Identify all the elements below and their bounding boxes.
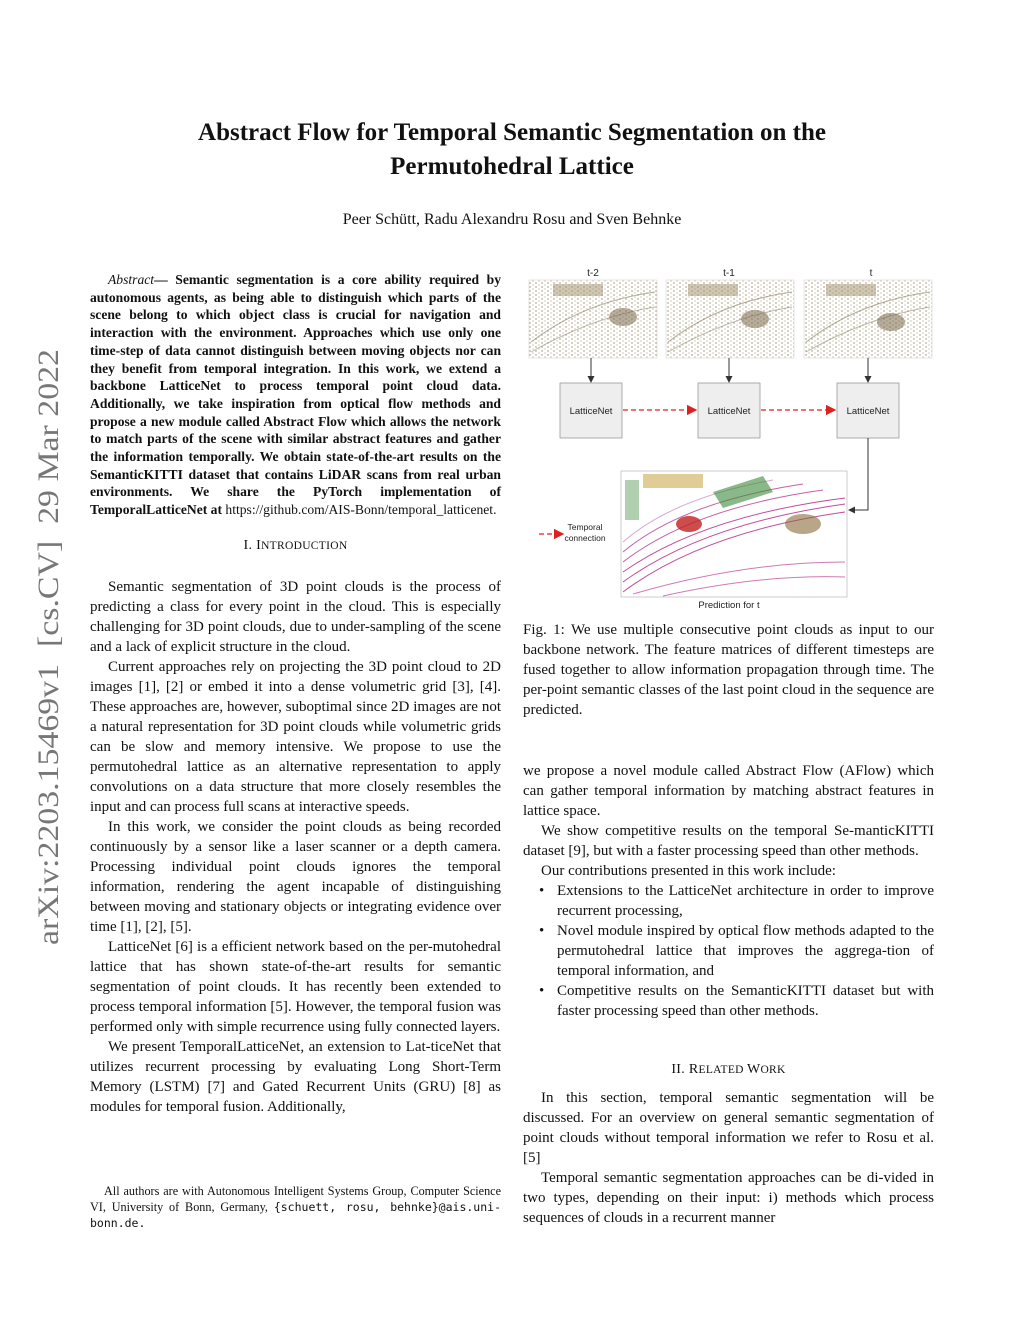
footnote	[90, 1183, 501, 1231]
body-paragraph: We show competitive results on the temporal Se-manticKITTI dataset [9], but with a faster processing speed than other methods.	[523, 823, 934, 859]
footnote-emails: {schuett, rosu, behnke}@ais.uni-bonn.de.	[90, 1200, 501, 1230]
section-number: I.	[243, 538, 257, 553]
repo-link[interactable]: https://github.com/AIS-Bonn/temporal_latticenet.	[225, 502, 497, 518]
latticenet-label: LatticeNet	[846, 406, 890, 417]
contribution-item: • Novel module inspired by optical flow methods adapted to the permutohedral lattice that improves the aggrega-tion of temporal information, and	[523, 921, 934, 981]
footnote-text: All authors are with Autonomous Intelligent Systems Group, Computer Science VI, University of Bonn, Germany,	[90, 1184, 501, 1214]
related-work-column	[523, 1088, 934, 1228]
time-label-t-2: t-2	[587, 268, 599, 279]
section-number: II.	[671, 1062, 689, 1077]
time-label-t: t	[869, 268, 873, 279]
related-paragraph: Temporal semantic segmentation approaches can be di-vided in two types, depending on their input: i) methods which process sequences of clouds in a recurrent manner	[523, 1170, 934, 1226]
body-paragraph: Our contributions presented in this work include:	[541, 863, 836, 879]
title-line-2: Permutohedral Lattice	[390, 153, 634, 180]
latticenet-box-1	[560, 383, 622, 438]
section-rest: ELATED	[698, 1064, 747, 1076]
authors: Peer Schütt, Radu Alexandru Rosu and Sven Behnke	[342, 211, 682, 228]
intro-paragraph: LatticeNet [6] is a efficient network based on the per-mutohedral lattice that has shown state-of-the-art results for semantic segmentation of point clouds. It has recently been extended to process temporal information [5]. However, the temporal fusion was performed only with simple recurrence using fully connected layers.	[90, 939, 501, 1035]
paper-title	[100, 116, 924, 184]
arxiv-id-text: arXiv:2203.15469v1 [cs.CV] 29 Mar 2022	[32, 416, 65, 945]
section-rest: NTRODUCTION	[261, 540, 348, 552]
contribution-item: • Extensions to the LatticeNet architecture in order to improve recurrent processing,	[523, 881, 934, 921]
point-cloud-t	[804, 280, 932, 358]
latticenet-box-3	[837, 383, 899, 438]
latticenet-label: LatticeNet	[569, 406, 613, 417]
intro-paragraph: Current approaches rely on projecting the 3D point cloud to 2D images [1], [2] or embed it into a dense volumetric grid [3], [4]. These approaches are, however, suboptimal since 2D images are not a natural representation for 3D point clouds while volumetric grids can be slow and memory intensive. We propose to use the permutohedral lattice as an alternative representation to apply convolutions on a data structure that more closely resembles the input and can process full scans at interactive speeds.	[90, 659, 501, 815]
section-rest: ORK	[760, 1064, 786, 1076]
legend-temporal: Temporal	[567, 522, 603, 532]
section-heading-related-work	[523, 1062, 934, 1078]
latticenet-label: LatticeNet	[707, 406, 751, 417]
section-initial: W	[746, 1062, 761, 1077]
figure-caption: Fig. 1: We use multiple consecutive point clouds as input to our backbone network. The feature matrices of different timesteps are fused together to allow information propagation through time. The per-point semantic classes of the last point cloud in the sequence are predicted.	[523, 622, 934, 718]
abstract-dash: —	[154, 272, 168, 287]
body-paragraph: we propose a novel module called Abstract Flow (AFlow) which can gather temporal information by matching abstract features in lattice space.	[523, 763, 934, 819]
abstract-body: Semantic segmentation is a core ability required by autonomous agents, as being able to distinguish which parts of the scene belong to which object class is crucial for navigation and interaction with the environment. Approaches which use only one time-step of data cannot distinguish between moving objects nor can they benefit from temporal integration. In this work, we extend a backbone LatticeNet to process temporal point cloud data. Additionally, we take inspiration from optical flow methods and propose a new module called Abstract Flow which allows the network to match parts of the scene with similar abstract features and gather the information temporally. We obtain state-of-the-art results on the SemanticKITTI dataset that contains LiDAR scans from real urban environments. We share the PyTorch implementation of TemporalLatticeNet at	[90, 272, 501, 518]
legend-connection: connection	[564, 533, 606, 543]
abstract	[90, 271, 501, 519]
arxiv-stamp	[28, 347, 68, 945]
intro-paragraph: We present TemporalLatticeNet, an extension to Lat-ticeNet that utilizes recurrent processing by evaluating Long Short-Term Memory (LSTM) [7] and Gated Recurrent Units (GRU) [8] as modules for temporal fusion. Additionally,	[90, 1039, 501, 1115]
introduction-column	[90, 577, 501, 1117]
contribution-item: • Competitive results on the SemanticKITTI dataset but with faster processing speed than other methods.	[523, 981, 934, 1021]
right-column	[523, 761, 934, 1021]
contributions-list	[523, 881, 934, 1021]
intro-paragraph: In this work, we consider the point clouds as being recorded continuously by a sensor like a laser scanner or a depth camera. Processing individual point clouds ignores the temporal information, rendering the agent incapable of distinguishing between moving and stationary objects or integrating evidence over time [1], [2], [5].	[90, 819, 501, 935]
point-cloud-t-1	[666, 280, 794, 358]
time-label-t-1: t-1	[723, 268, 735, 279]
point-cloud-t-2	[529, 280, 657, 358]
latticenet-box-2	[698, 383, 760, 438]
section-initial: I	[256, 538, 262, 553]
related-paragraph: In this section, temporal semantic segmentation will be discussed. For an overview on general semantic segmentation of point clouds without temporal information we refer to Rosu et al. [5]	[523, 1090, 934, 1166]
section-heading-introduction	[90, 538, 501, 554]
prediction-label: Prediction for t	[698, 600, 760, 611]
prediction-point-cloud	[621, 471, 847, 597]
section-initial: R	[688, 1062, 699, 1077]
title-line-1: Abstract Flow for Temporal Semantic Segmentation on the	[198, 119, 826, 146]
abstract-lead: Abstract	[108, 272, 155, 287]
figure-1	[523, 262, 943, 614]
intro-paragraph: Semantic segmentation of 3D point clouds is the process of predicting a class for every point in the cloud. This is especially challenging for 3D point clouds, due to under-sampling of the scene and a lack of explicit structure in the cloud.	[90, 579, 501, 655]
